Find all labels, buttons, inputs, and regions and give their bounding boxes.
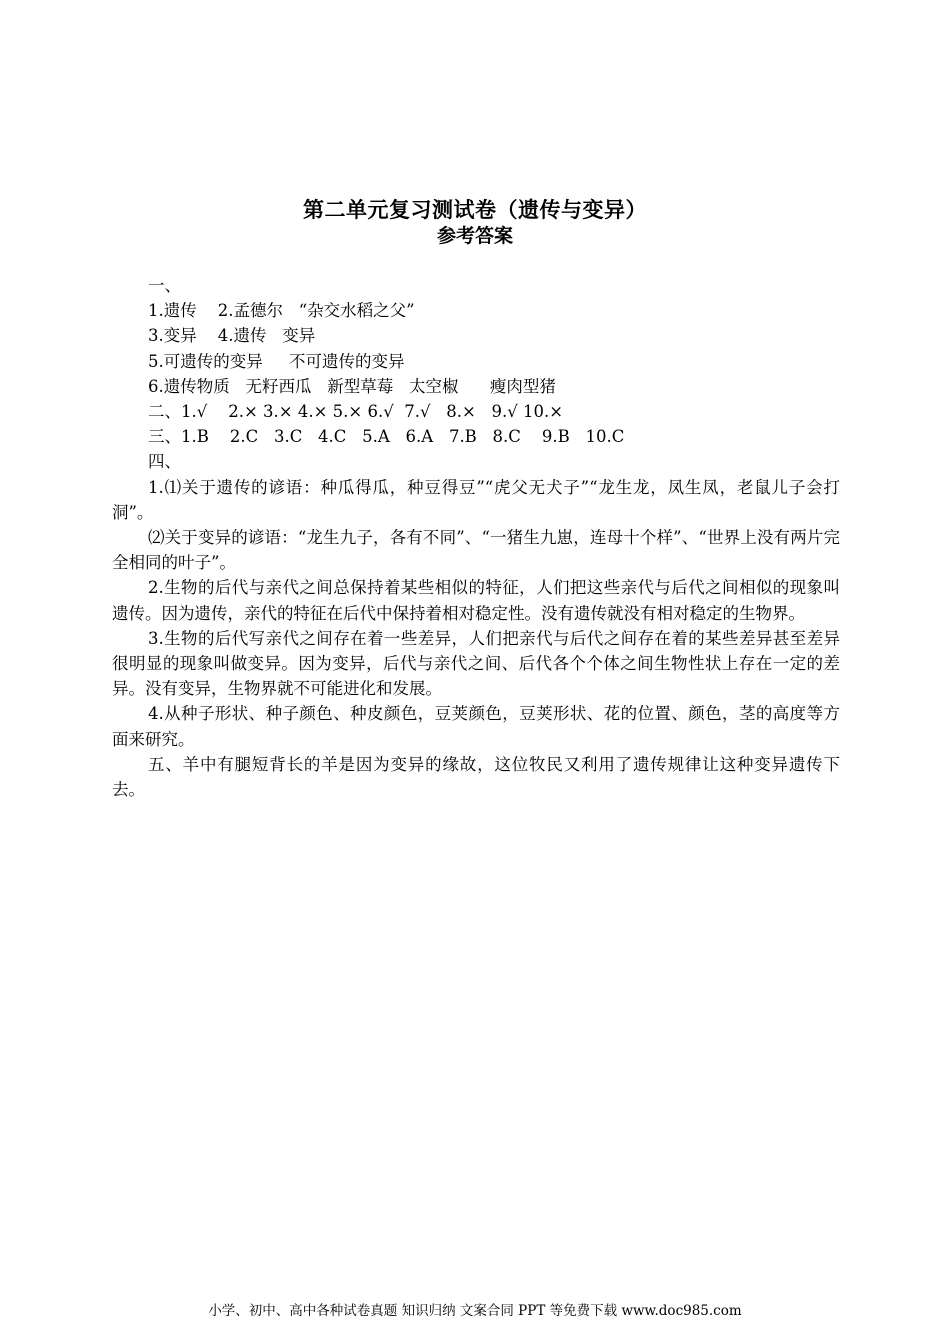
page-subtitle: 参考答案 (436, 225, 513, 247)
section1-heading: 一、 (148, 276, 181, 295)
section1-answer-line: 6.遗传物质 无籽西瓜 新型草莓 太空椒 瘦肉型猪 (148, 376, 556, 396)
section2-answers: 二、1.√ 2.× 3.× 4.× 5.× 6.√ 7.√ 8.× 9.√ 10.× (148, 402, 564, 422)
section1-answer-line: 3.变异 4.遗传 变异 (148, 326, 316, 346)
section5-answer: 五、羊中有腿短背长的羊是因为变异的缘故，这位牧民又利用了遗传规律让这种变异遗传下去。 (112, 754, 840, 800)
section3-answers: 三、1.B 2.C 3.C 4.C 5.A 6.A 7.B 8.C 9.B 10.C (148, 427, 625, 447)
section1-answer-line: 1.遗传 2.孟德尔 “杂交水稻之父” (148, 301, 415, 321)
section4-question4: 4.从种子形状、种子颜色、种皮颜色，豆荚颜色，豆荚形状、花的位置、颜色，茎的高度等方面来研究。 (112, 704, 840, 749)
section4-question3: 3.生物的后代写亲代之间存在着一些差异，人们把亲代与后代之间存在着的某些差异甚至差异很明显的现象叫做变异。因为变异，后代与亲代之间、后代各个个体之间生物性状上存在一定的差异。没有变异，生物界就不可能进化和发展。 (112, 628, 840, 699)
section4-heading: 四、 (148, 452, 181, 472)
section4-question2: 2.生物的后代与亲代之间总保持着某些相似的特征，人们把这些亲代与后代之间相似的现象叫遗传。因为遗传，亲代的特征在后代中保持着相对稳定性。没有遗传就没有相对稳定的生物界。 (112, 578, 840, 623)
section4-question1-part2: ⑵关于变异的谚语：“龙生九子，各有不同”、“一猪生九崽，连母十个样”、“世界上没有两片完全相同的叶子”。 (112, 528, 840, 573)
section1-answer-line: 5.可遗传的变异 不可遗传的变异 (148, 351, 405, 371)
answer-body (112, 273, 840, 802)
section4-question1-part1: 1.⑴关于遗传的谚语：种瓜得瓜，种豆得豆”“虎父无犬子”“龙生龙，凤生凤，老鼠儿子会打洞”。 (112, 477, 840, 522)
page-footer: 小学、初中、高中各种试卷真题 知识归纳 文案合同 PPT 等免费下载 www.doc985.com (208, 1303, 742, 1319)
page-title: 第二单元复习测试卷（遗传与变异） (303, 197, 647, 222)
